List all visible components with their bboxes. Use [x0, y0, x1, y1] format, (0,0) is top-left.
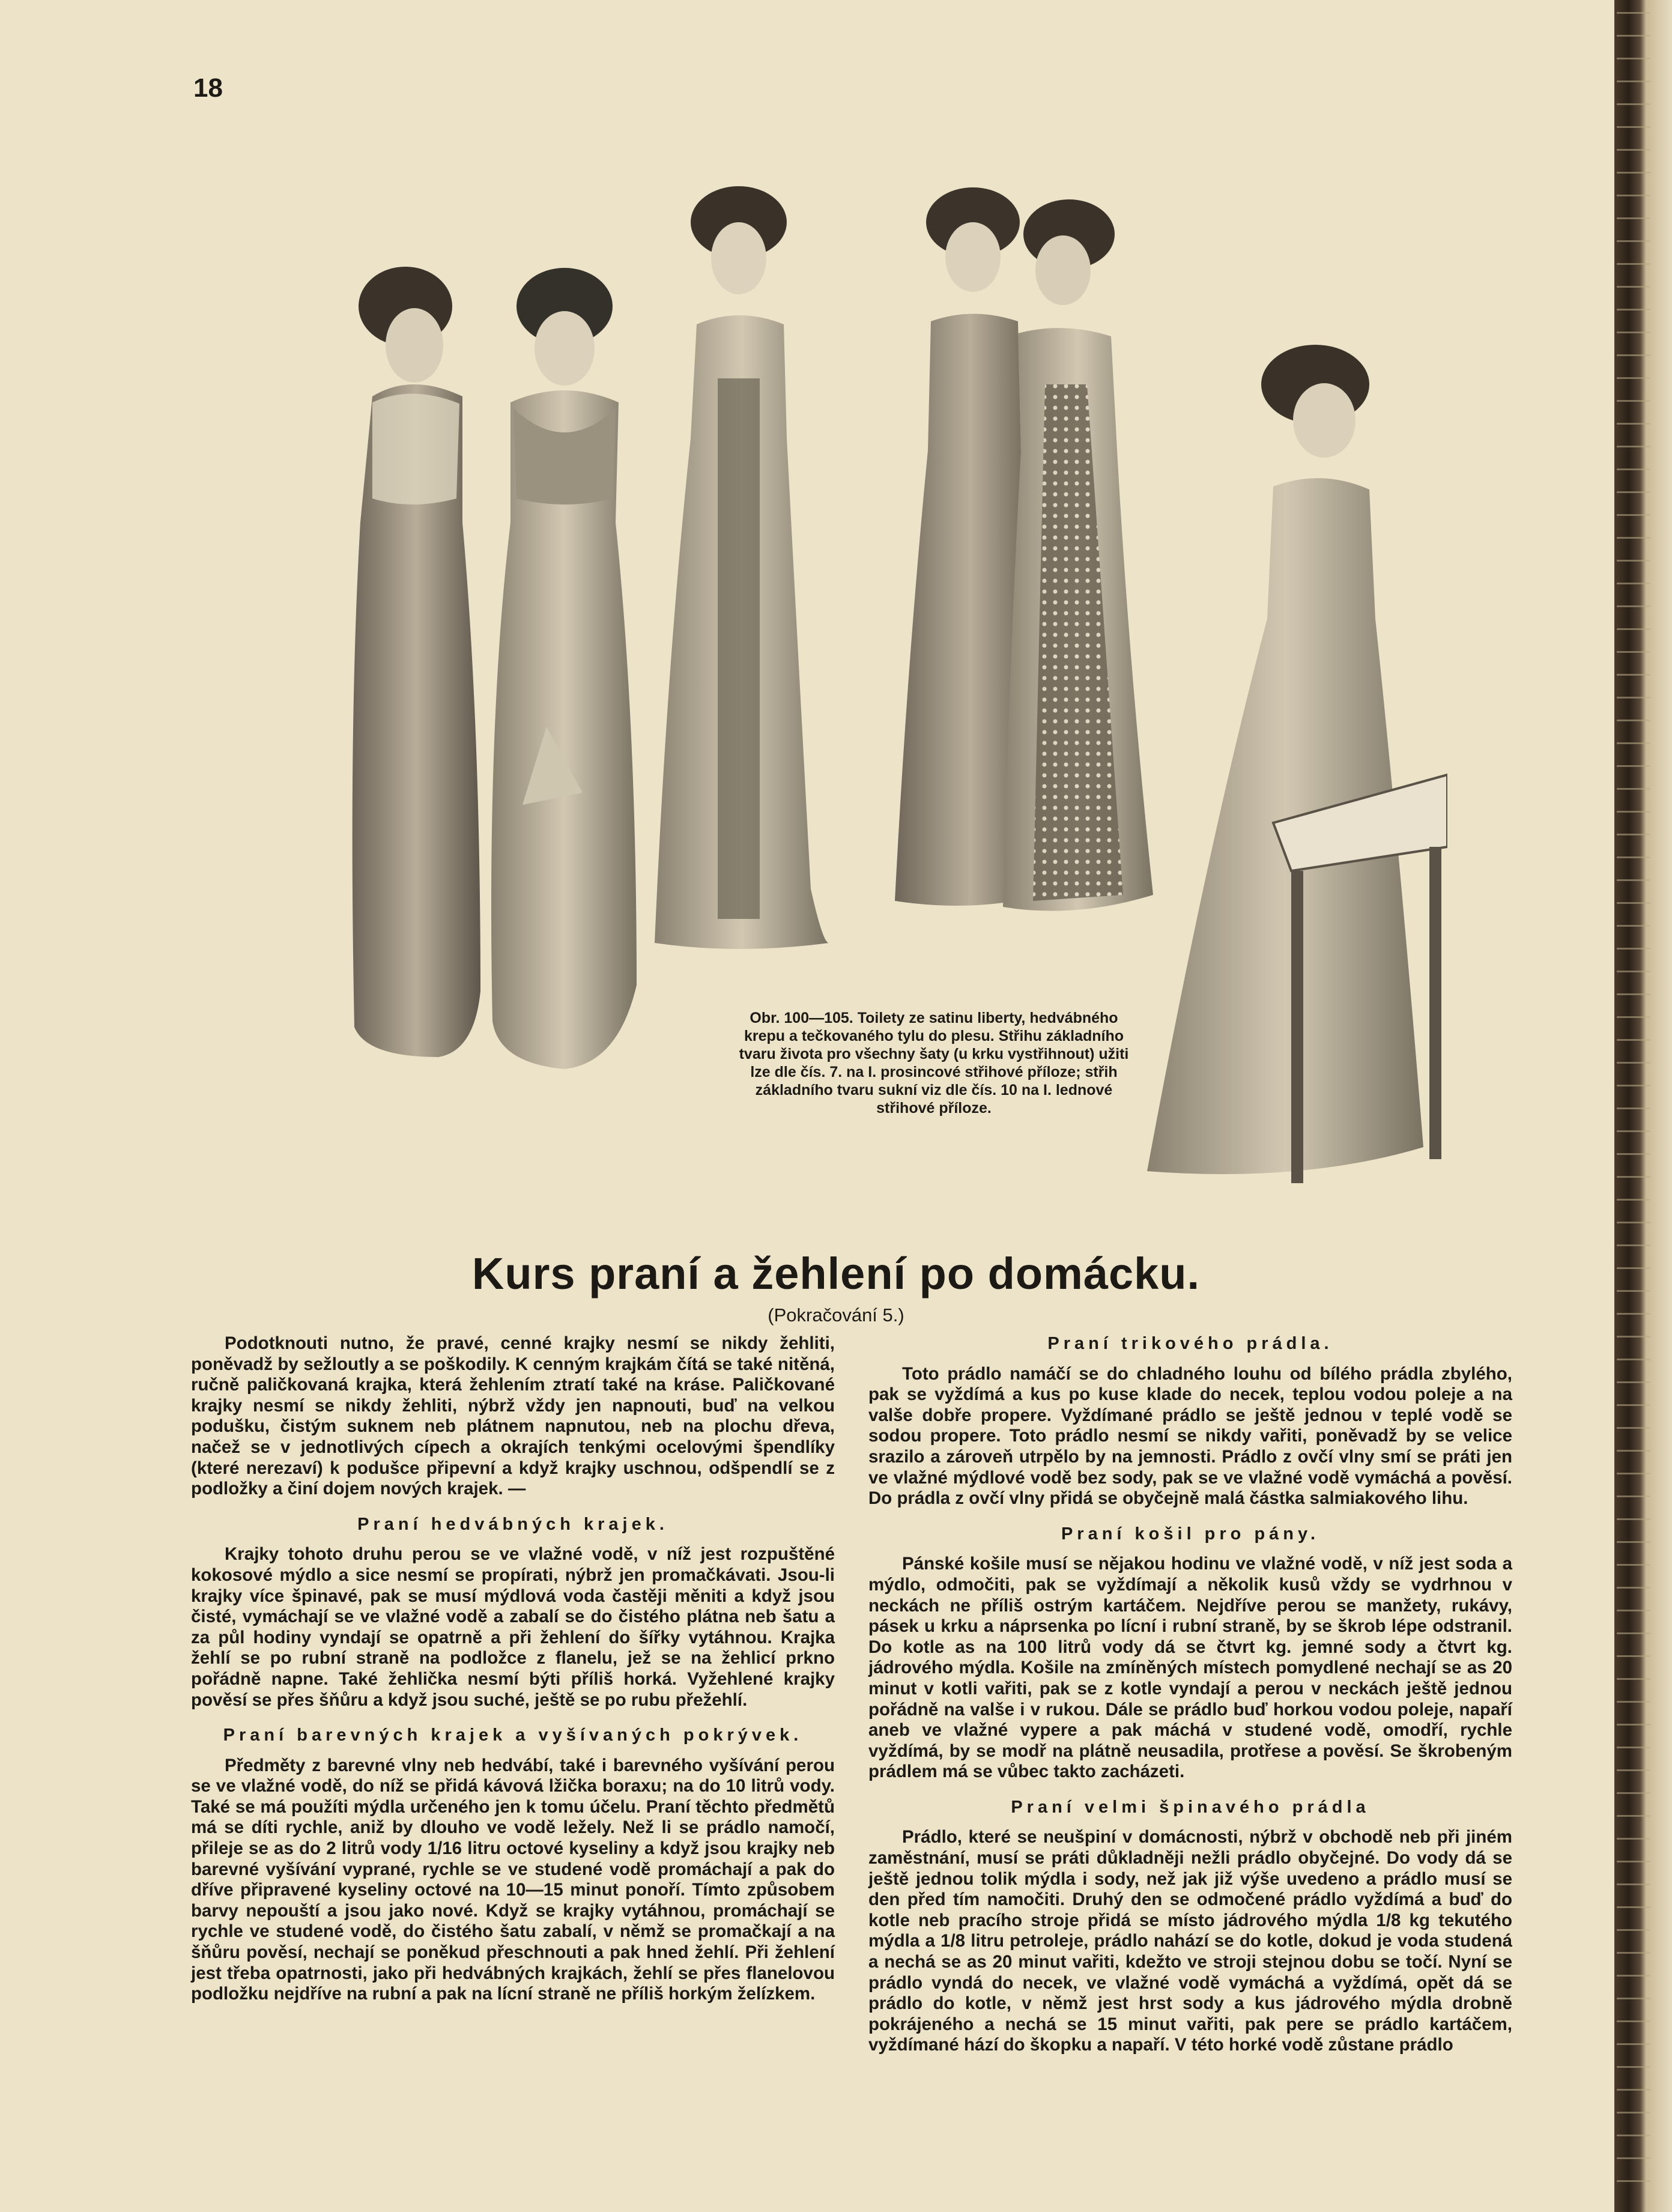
page-number: 18: [193, 73, 223, 103]
paragraph-hedvabnych-krajek: Krajky tohoto druhu perou se ve vlažné vodě, v níž jest rozpuštěné kokosové mýdlo a sice nesmí se propírati, nýbrž jen promačkávati. Jsou-li krajky více špinavé, pak se musí mýdlová voda častěji měniti a když jsou čisté, vymáchají se ve vlažné vodě a zabalí se do čistého plátna neb šatu a za půl hodiny vyndají se opatrně a při žehlení do šířky vytáhnou. Krajka žehlí se po rubní straně na podložce z flanelu, jež se na žehlicí prkno pořádně napne. Také žehlička nesmí býti příliš horká. Vyžehlené krajky pověsí se přes šňůru a když jsou suché, ještě se po rubu přežehlí.: [191, 1544, 835, 1710]
right-column: [868, 1333, 1512, 2056]
paragraph-spinaveho-pradla: Prádlo, které se neušpiní v domácnosti, nýbrž v obchodě neb při jiném zaměstnání, musí se práti důkladněji nežli prádlo obyčejné. Do vody dá se ještě jednou tolik mýdla i sody, než jak již výše uvedeno a prádlo musí se den před tím namočiti. Druhý den se odmočené prádlo vyždímá a buď do kotle neb pracího stroje přidá se místo jádrového mýdla 1/8 kg tekutého mýdla a 1/8 litru petroleje, prádlo nahází se do kotle, dokud je voda studená a nechá se as 20 minut vařiti, kdežto ve stroji stejnou dobu se točí. Nyní se prádlo vyndá do necek, ve vlažné vodě vymáchá a vyždímá, opět dá se prádlo do kotle, v němž jest hrst sody a kus jádrového mýdla drobně pokrájeného a nechá se 15 minut vařiti, pak pere se prádlo kartáčem, vyždímané hází do škopku a napaří. V této horké vodě zůstane prádlo: [868, 1827, 1512, 2055]
heading-barevnych-krajek: Praní barevných krajek a vyšívaných pokrývek.: [223, 1726, 803, 1745]
article-subtitle: (Pokračování 5.): [768, 1304, 904, 1326]
figure-2: [491, 268, 637, 1069]
figure-6: [1147, 345, 1447, 1183]
figure-3: [655, 186, 829, 949]
heading-spinaveho-pradla: Praní velmi špinavého prádla: [1011, 1797, 1370, 1817]
article-title: Kurs praní a žehlení po domácku.: [471, 1249, 1201, 1298]
left-column: [191, 1333, 835, 2005]
heading-trikoveho-pradla: Praní trikového prádla.: [1047, 1334, 1333, 1353]
paragraph-barevnych-krajek: Předměty z barevné vlny neb hedvábí, také i barevného vyšívání perou se ve vlažné vodě, do níž se přidá kávová lžička boraxu; na do 10 litrů vody. Také se má použíti mýdla určeného jen k tomu účelu. Praní těchto předmětů má se díti rychle, aniž by dlouho ve vodě ležely. Než li se prádlo namočí, přileje se as do 2 litrů vody 1/16 litru octové kyseliny a když jsou krajky neb barevné vyšívání vyprané, rychle se ve studené vodě promáchají a pak do dříve připravené kyseliny octové na 10—15 minut ponoří. Tímto způsobem barvy nepouští a jsou jako nové. Když se krajky vytáhnou, promáchají se rychle ve studené vodě, do čistého šatu zabalí, v němž se promačkají a na šňůru pověsí, nechají se poněkud přeschnouti a pak hned žehlí. Při žehlení jest třeba opatrnosti, jako při hedvábných krajkách, žehlí se přes flanelovou podložku nejdříve na rubní a pak na lícní straně ne příliš horkým želízkem.: [191, 1755, 835, 2004]
illustration-caption: Obr. 100—105. Toilety ze satinu liberty, hedvábného krepu a tečkovaného tylu do plesu. Střihu základního tvaru života pro všechny šaty (u krku vystřihnout) užiti lze dle čís. 7. na I. prosincové střihové příloze; střih základního tvaru sukní viz dle čís. 10 na I. lednové střihové příloze.: [739, 1010, 1129, 1117]
paragraph-intro: Podotknouti nutno, že pravé, cenné krajky nesmí se nikdy žehliti, poněvadž by sežloutly a se poškodily. K cenným krajkám čítá se také nitěná, ručně paličkovaná krajka, která žehlením ztratí také na kráse. Paličkované krajky nesmí se nikdy žehliti, nýbrž vždy jen napnouti, buď na velkou podušku, čistým suknem neb plátnem napnutou, neb na plochu dřeva, načež se v jednotlivých cípech a okrajích tenkými ocelovými špendlíky (které nerezaví) k podušce připevní a když krajky uschnou, odšpendlí se z podložky a činí dojem nových krajek. —: [191, 1333, 835, 1499]
heading-hedvabnych-krajek: Praní hedvábných krajek.: [357, 1514, 668, 1534]
figure-1: [353, 267, 480, 1057]
paragraph-trikoveho-pradla: Toto prádlo namáčí se do chladného louhu od bílého prádla zbylého, pak se vyždímá a kus po kuse klade do necek, teplou vodou poleje a na valše dobře propere. Vyždímané prádlo se ještě jednou v teplé vodě se sodou propere. Toto prádlo nesmí se nikdy vařiti, poněvadž by se velice srazilo a zároveň utrpělo by na jemnosti. Prádlo z ovčí vlny smí se práti jen ve vlažné mýdlové vodě bez sody, pak se ve vlažné vodě vymáchá a pověsí. Do prádla z ovčí vlny přidá se obyčejně malá částka salmiakového lihu.: [868, 1363, 1512, 1509]
figure-5: [1003, 199, 1153, 911]
paragraph-kosil-pro-pany: Pánské košile musí se nějakou hodinu ve vlažné vodě, v níž jest soda a mýdlo, odmočiti, pak se vyždímají a několik kusů vždy se vydrhnou v neckách ne příliš ostrým kartáčem. Nejdříve perou se manžety, rukávy, pásek u krku a náprsenka po lícní i rubní straně, by se škrob lépe odstranil. Do kotle as na 100 litrů vody dá se čtvrt kg. jemné sody a čtvrt kg. jádrového mýdla. Košile na zmíněných místech pomydlené nechají se as 20 minut v kotli vařiti, pak se z kotle vyndají a perou v neckách ještě jednou pořádně na valše i v rukou. Dále se prádlo buď horkou vodou poleje, napaří aneb ve vlažné vypere a pak máchá v studené vodě, omodří, rychle vyždímá, by se modř na plátně neusadila, protřese a pověsí. Se škrobeným prádlem má se vůbec takto zacházeti.: [868, 1554, 1512, 1782]
scan-ruler: [1617, 12, 1650, 2198]
heading-kosil-pro-pany: Praní košil pro pány.: [1061, 1524, 1320, 1544]
